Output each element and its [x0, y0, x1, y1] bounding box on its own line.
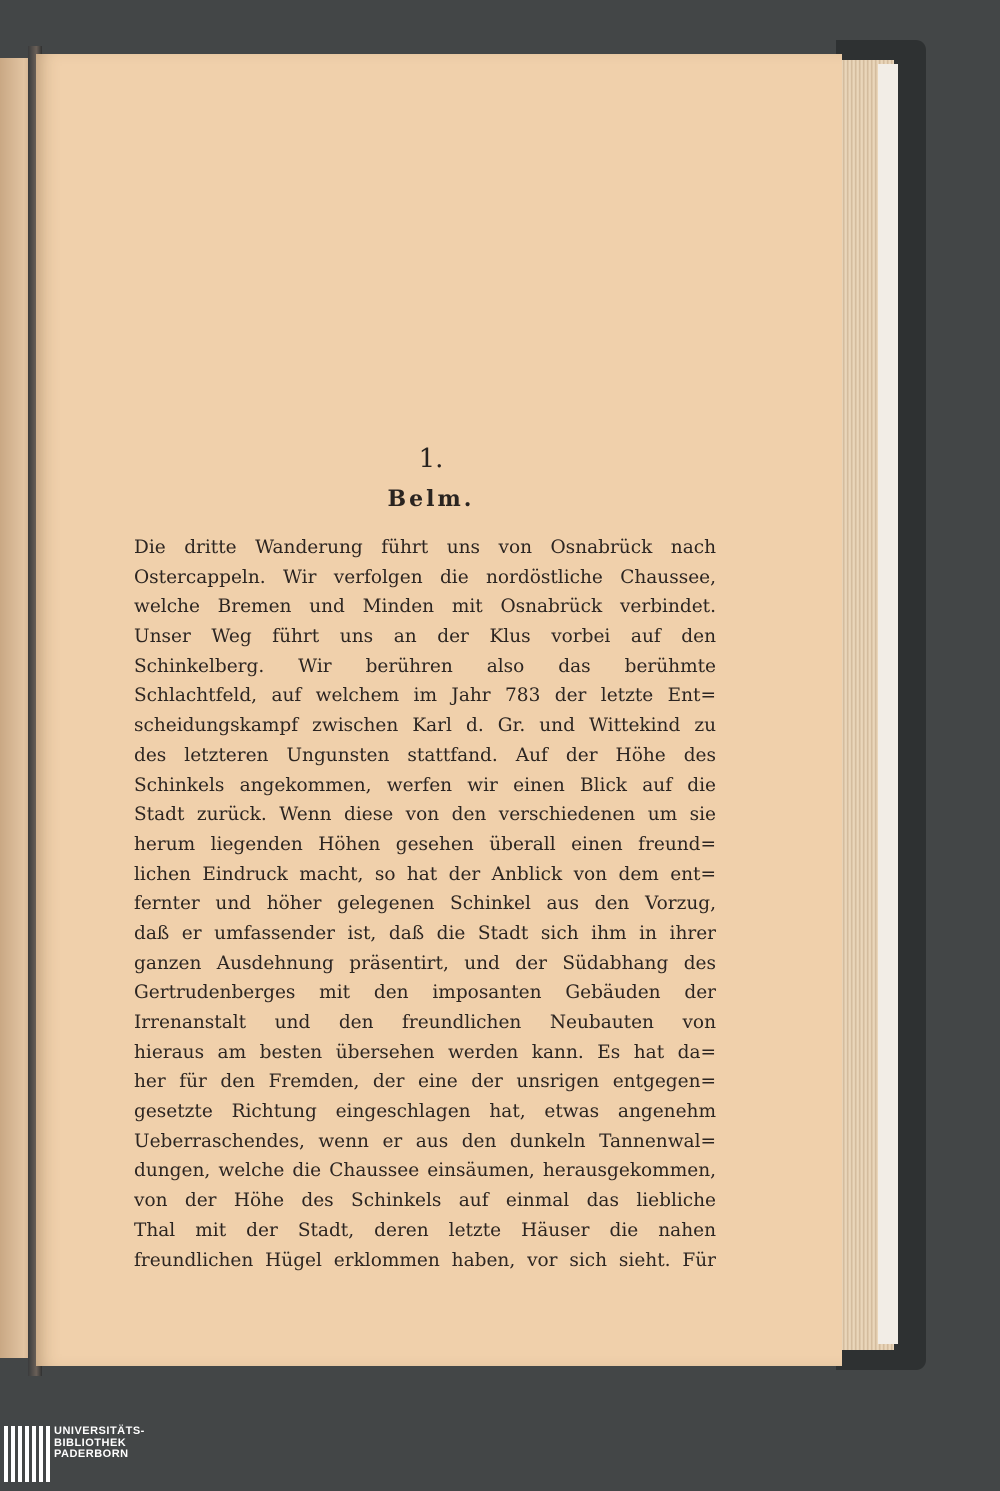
text-line: von der Höhe des Schinkels auf einmal das liebliche	[134, 1190, 716, 1212]
text-line: Ueberraschendes, wenn er aus den dunkeln Tannenwal=	[134, 1130, 716, 1152]
library-logo	[0, 1420, 170, 1491]
text-line: Unser Weg führt uns an der Klus vorbei auf den	[134, 626, 716, 648]
text-line: ganzen Ausdehnung präsentirt, und der Südabhang des	[134, 952, 716, 974]
text-line: Irrenanstalt und den freundlichen Neubauten von	[134, 1012, 716, 1033]
text-line: Thal mit der Stadt, deren letzte Häuser die nahen	[134, 1219, 716, 1241]
text-line: Stadt zurück. Wenn diese von den verschiedenen um sie	[134, 804, 716, 826]
chapter-title: Belm.	[387, 486, 475, 512]
body-text	[134, 533, 716, 1275]
text-line: Die dritte Wanderung führt uns von Osnabrück nach	[134, 537, 716, 558]
text-line: welche Bremen und Minden mit Osnabrück verbindet.	[134, 596, 716, 618]
text-line: freundlichen Hügel erklommen haben, vor sich sieht. Für	[134, 1249, 716, 1271]
text-line: Schinkels angekommen, werfen wir einen Blick auf die	[134, 774, 716, 796]
text-line: hieraus am besten übersehen werden kann. Es hat da=	[134, 1041, 716, 1063]
text-line: fernter und höher gelegenen Schinkel aus den Vorzug,	[134, 893, 716, 915]
book-page	[36, 54, 842, 1366]
text-line: herum liegenden Höhen gesehen überall einen freund=	[134, 833, 716, 855]
text-line: daß er umfassender ist, daß die Stadt sich ihm in ihrer	[134, 922, 716, 944]
text-line: Gertrudenberges mit den imposanten Gebäuden der	[134, 982, 716, 1004]
text-line: gesetzte Richtung eingeschlagen hat, etwas angenehm	[134, 1101, 716, 1123]
text-line: her für den Fremden, der eine der unsrigen entgegen=	[134, 1071, 716, 1093]
library-logo-text	[54, 1426, 145, 1461]
chapter-number: 1.	[418, 444, 444, 474]
text-line: Ostercappeln. Wir verfolgen die nordöstliche Chaussee,	[134, 566, 716, 588]
text-line: lichen Eindruck macht, so hat der Anblick von dem ent=	[134, 863, 716, 885]
library-logo-icon	[4, 1426, 50, 1482]
library-logo-line: UNIVERSITÄTS-	[54, 1425, 145, 1437]
page-block-edge	[878, 64, 898, 1344]
text-line: dungen, welche die Chaussee einsäumen, herausgekommen,	[134, 1160, 716, 1182]
text-line: scheidungskampf zwischen Karl d. Gr. und Wittekind zu	[134, 715, 716, 737]
text-line: des letzteren Ungunsten stattfand. Auf der Höhe des	[134, 744, 716, 766]
library-logo-line: PADERBORN	[54, 1448, 129, 1460]
library-logo-line: BIBLIOTHEK	[54, 1436, 127, 1449]
text-line: Schinkelberg. Wir berühren also das berühmte	[134, 655, 716, 677]
text-line: Schlachtfeld, auf welchem im Jahr 783 der letzte Ent=	[134, 685, 716, 707]
